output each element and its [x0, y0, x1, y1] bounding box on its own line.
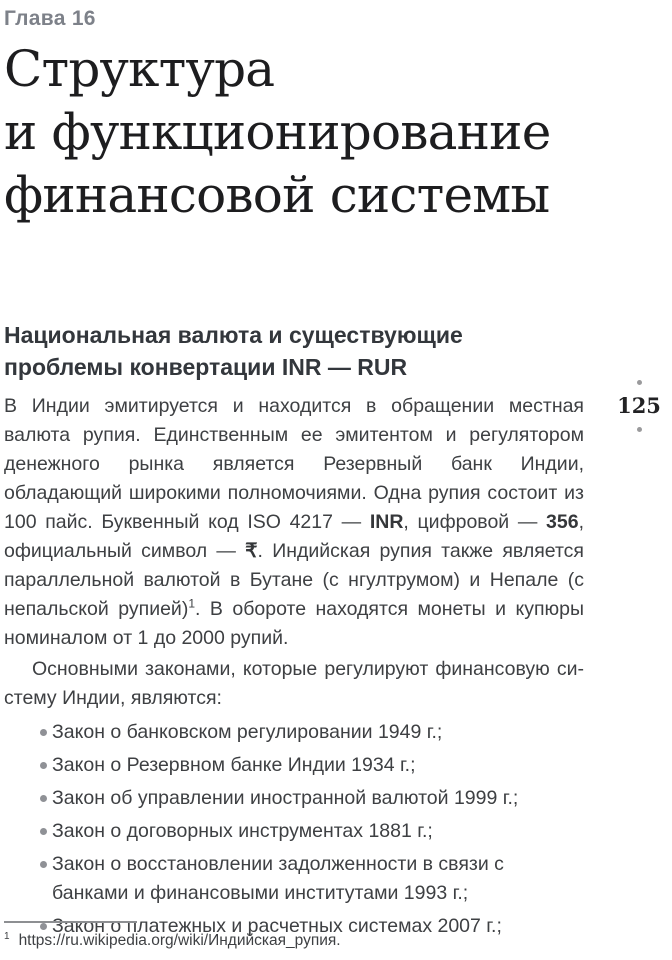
list-item-text: Закон о платежных и расчетных системах 2007 г.;	[52, 915, 502, 937]
section-heading-line-2: проблемы конвертации INR — RUR	[4, 354, 408, 380]
footnote-reference: 1	[188, 596, 196, 611]
bullet-icon	[40, 729, 47, 736]
list-item	[4, 784, 584, 813]
bullet-icon	[40, 861, 47, 868]
chapter-title-line-2: и функционирование	[4, 103, 551, 161]
page-content	[4, 0, 584, 941]
paragraph-text: . Индийская рупия также является параллельной валютой в Бутане (с нгултрумом) и Непале (с непальской рупией)	[4, 540, 584, 620]
section-heading-line-1: Национальная валюта и существующие	[4, 322, 463, 348]
rupee-symbol: ₹	[245, 540, 258, 562]
currency-code-numeric: 356	[546, 511, 579, 533]
paragraph-text: , официальный символ —	[4, 511, 585, 562]
bullet-icon	[40, 828, 47, 835]
footnote	[4, 921, 584, 950]
currency-code-alpha: INR	[369, 511, 404, 533]
page-number: 125	[617, 393, 661, 418]
footnote-url: https://ru.wikipedia.org/wiki/Индийская_рупия.	[18, 932, 341, 949]
list-item-text: Закон о восстановлении задолженности в связи с банками и финансовыми институтами 1993 г.;	[52, 853, 504, 904]
footnote-marker: 1	[4, 930, 10, 942]
list-item	[4, 817, 584, 846]
footnote-divider	[4, 921, 137, 923]
list-item	[4, 850, 584, 908]
footnote-text	[4, 932, 584, 950]
list-item-text: Закон о Резервном банке Индии 1934 г.;	[52, 754, 416, 776]
dot-icon	[637, 427, 642, 432]
chapter-label: Глава 16	[4, 7, 96, 30]
list-item-text: Закон об управлении иностранной валютой 1999 г.;	[52, 787, 519, 809]
paragraph-text: , цифровой —	[403, 511, 547, 533]
paragraph-text: В Индии эмитируется и находится в обращении местная валюта рупия. Единственным ее эмитентом и регулятором денежного рынка является Резервный банк Индии, обладающий широкими полномочиями. Одна рупия состоит из 100 пайс. Буквенный код ISO 4217 —	[4, 395, 584, 533]
bullet-icon	[40, 795, 47, 802]
list-item	[4, 718, 584, 747]
bullet-icon	[40, 762, 47, 769]
paragraph-currency	[4, 392, 584, 653]
section-heading	[4, 319, 584, 383]
chapter-title-line-1: Структура	[4, 40, 275, 98]
paragraph-text: . В обороте находятся монеты и купюры номиналом от 1 до 2000 рупий.	[4, 598, 585, 649]
page-number-marker	[616, 380, 662, 432]
list-item-text: Закон о договорных инструментах 1881 г.;	[52, 820, 433, 842]
dot-icon	[637, 380, 642, 385]
laws-list	[4, 718, 584, 941]
chapter-title	[4, 38, 584, 227]
list-item	[4, 751, 584, 780]
list-item-text: Закон о банковском регулировании 1949 г.;	[52, 721, 443, 743]
paragraph-laws-intro: Основными законами, которые регулируют финансовую систему Индии, являются:	[4, 658, 584, 709]
chapter-title-line-3: финансовой системы	[4, 166, 550, 224]
